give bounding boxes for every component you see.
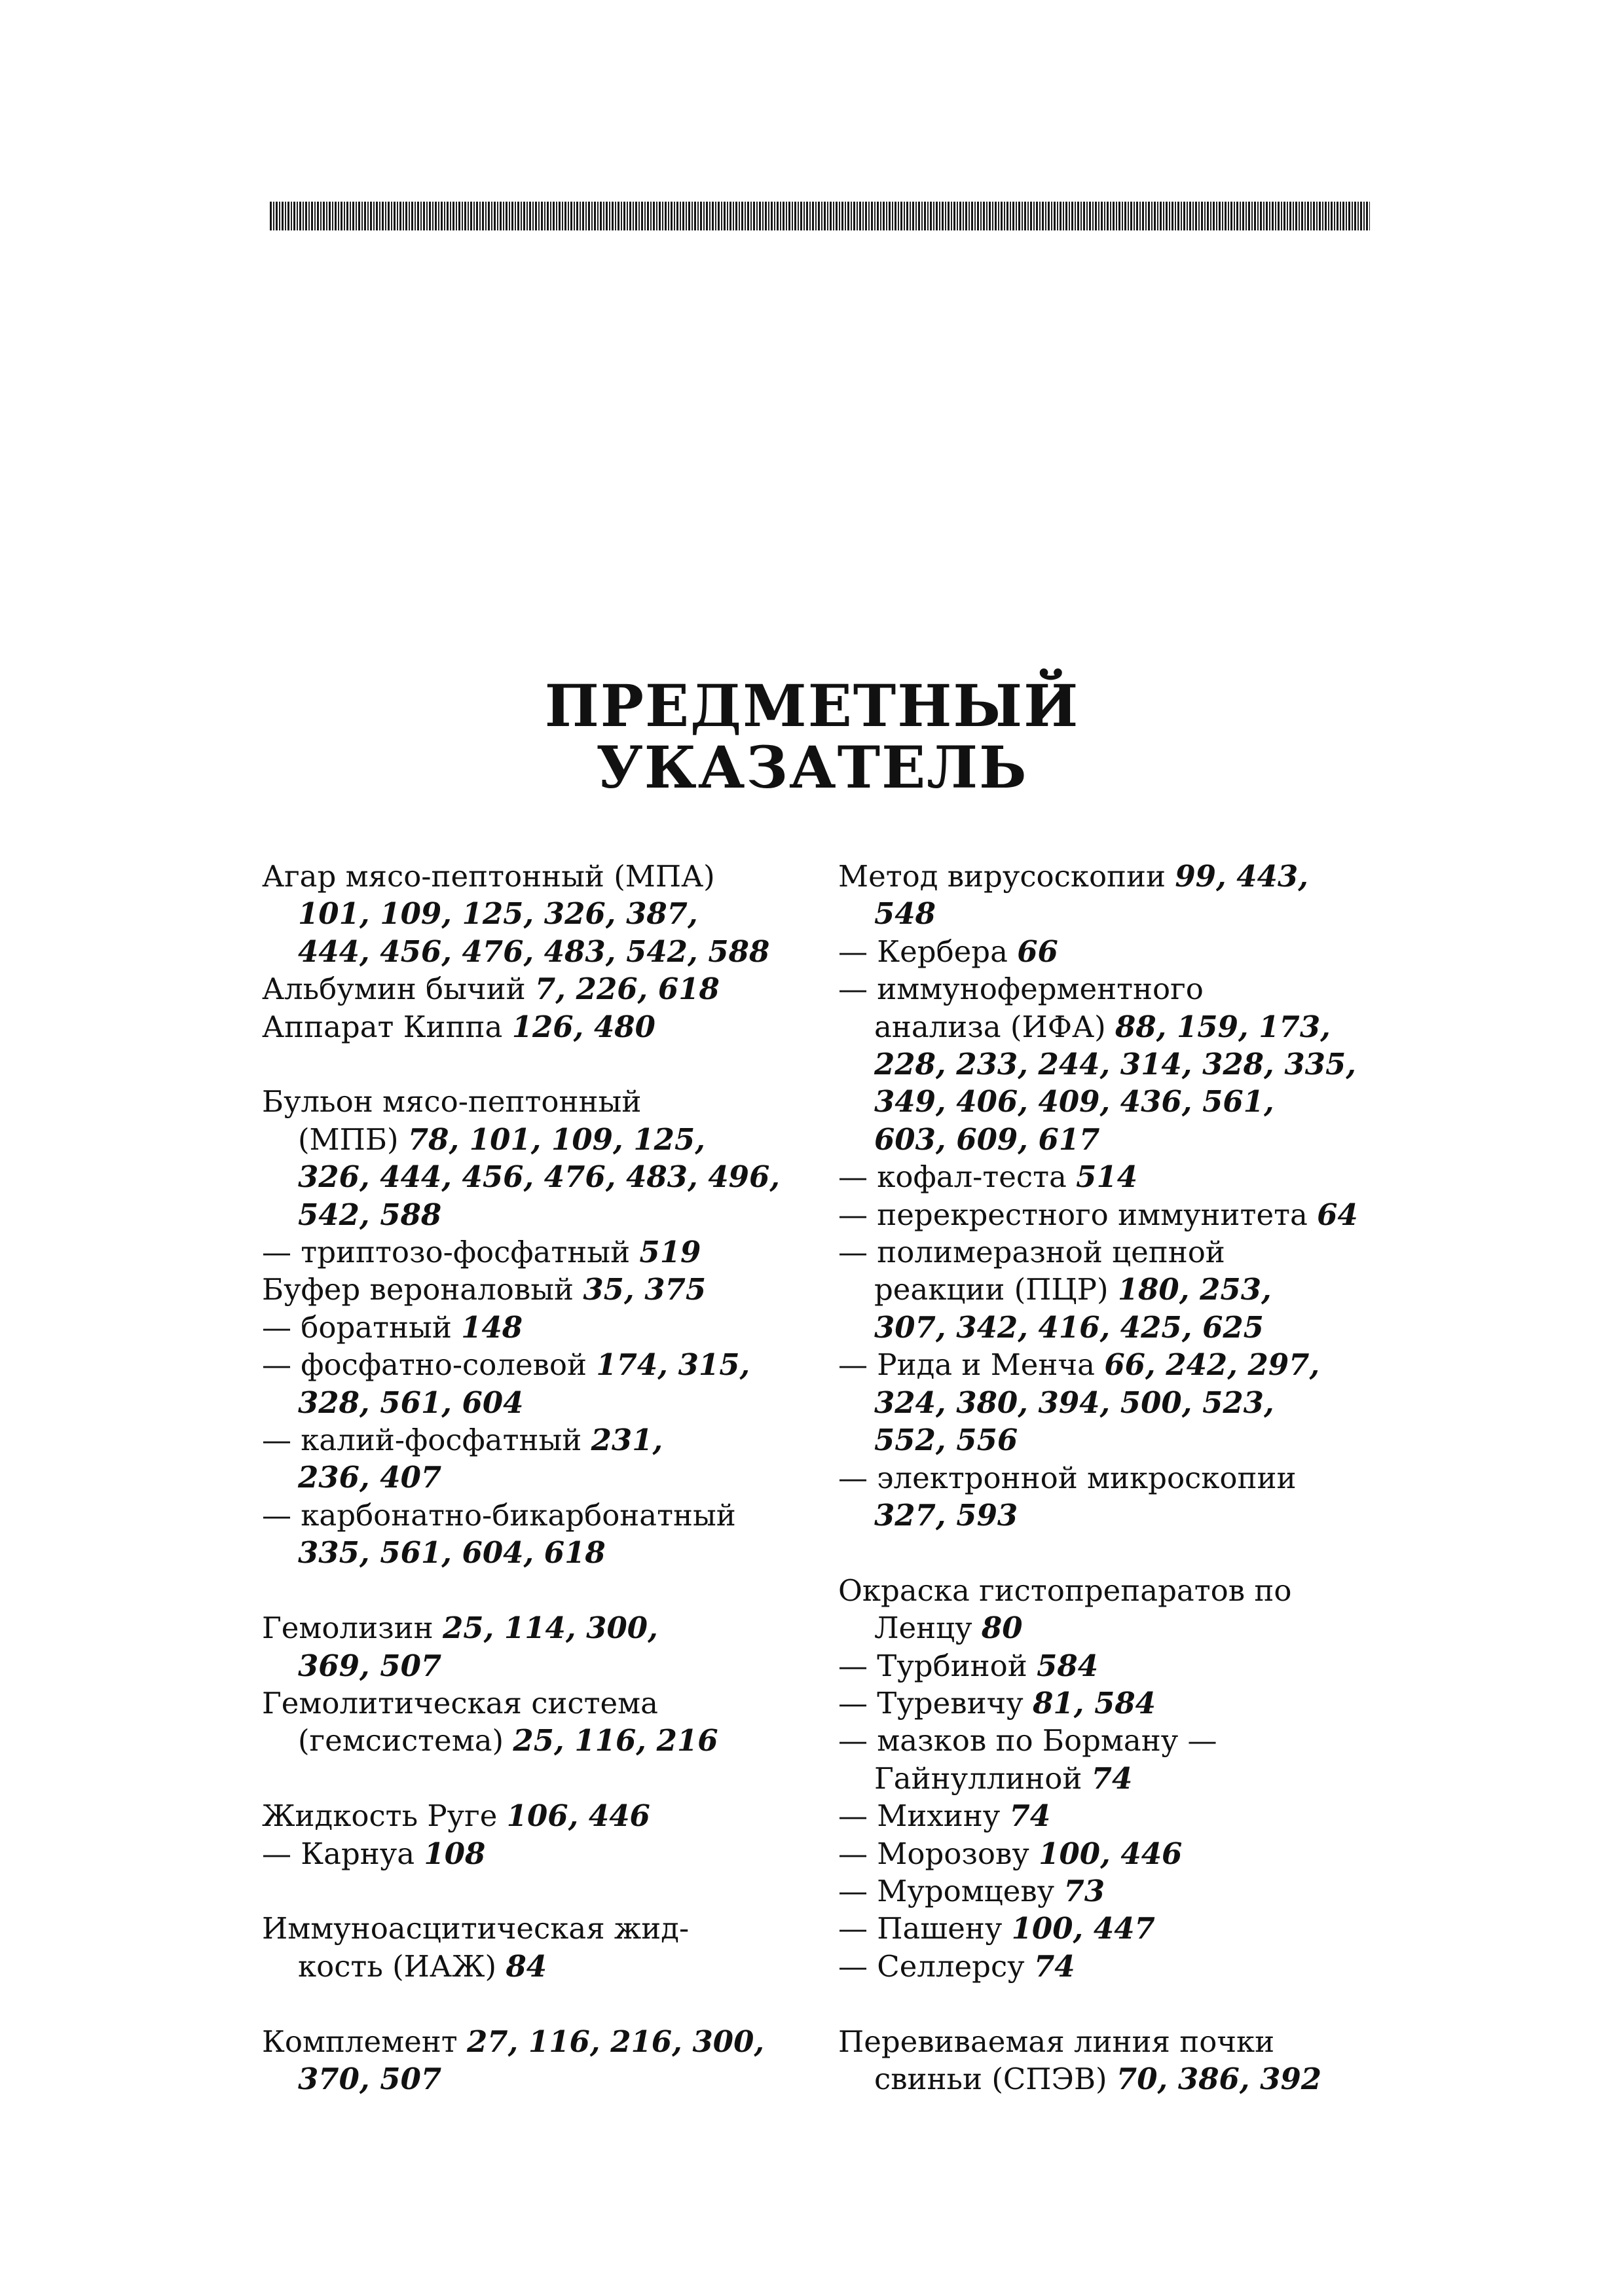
page-numbers: 126, 480	[511, 1009, 655, 1044]
page-numbers: 35, 375	[583, 1272, 707, 1307]
index-entry-line	[838, 1722, 1428, 1759]
index-entry	[838, 1910, 1428, 1947]
page-numbers: 25, 116, 216	[513, 1723, 718, 1758]
index-entry-line	[838, 1421, 1428, 1459]
index-term: — триптозо-фосфатный	[262, 1235, 631, 1270]
index-column-left	[262, 858, 838, 2098]
page-numbers: 7, 226, 618	[534, 972, 720, 1007]
index-term: — боратный	[262, 1309, 452, 1345]
index-term: Ленцу	[874, 1611, 972, 1646]
index-entry-line	[838, 1497, 1428, 1534]
page-numbers: 328, 561, 604	[298, 1385, 524, 1420]
page-numbers: 108	[424, 1836, 486, 1871]
index-term: — Муромцеву	[838, 1873, 1055, 1908]
index-entry	[838, 1722, 1428, 1797]
page-numbers: 99, 443,	[1175, 859, 1308, 894]
index-entry-line	[262, 1835, 838, 1872]
index-entry-line	[262, 1685, 838, 1722]
page-numbers: 174, 315,	[596, 1347, 750, 1383]
index-entry-line	[838, 1459, 1428, 1497]
index-term: — Селлерсу	[838, 1948, 1025, 1984]
page-numbers: 514	[1076, 1159, 1138, 1195]
index-term: Перевиваемая линия почки	[838, 2024, 1275, 2059]
page-numbers: 100, 446	[1039, 1836, 1183, 1871]
index-term: Гайнуллиной	[874, 1760, 1082, 1796]
index-entry-line	[838, 2060, 1428, 2098]
page-numbers: 27, 116, 216, 300,	[466, 2024, 765, 2059]
page-numbers: 64	[1317, 1197, 1358, 1232]
index-entry	[262, 1008, 838, 1046]
index-term: — кофал-теста	[838, 1159, 1067, 1195]
index-entry-line	[262, 1271, 838, 1308]
page-numbers: 584	[1037, 1648, 1099, 1683]
index-term: Иммуноасцитическая жид-	[262, 1911, 690, 1946]
index-term: — мазков по Борману —	[838, 1723, 1217, 1758]
index-entry	[262, 1910, 838, 1985]
index-term: Бульон мясо-пептонный	[262, 1084, 642, 1120]
index-entry-line	[262, 1083, 838, 1120]
index-entry-line	[838, 1121, 1428, 1158]
index-entry-line	[838, 1910, 1428, 1947]
index-entry	[262, 1609, 838, 1685]
index-term: (гемсистема)	[298, 1723, 504, 1758]
page-numbers: 444, 456, 476, 483, 542, 588	[298, 934, 770, 969]
index-term: свиньи (СПЭВ)	[874, 2061, 1107, 2096]
header-rule	[270, 202, 1370, 230]
index-entry-line	[838, 1271, 1428, 1308]
page-title-line2: УКАЗАТЕЛЬ	[596, 733, 1028, 801]
index-entry-line	[262, 1384, 838, 1421]
index-entry-line	[838, 1196, 1428, 1233]
index-term: — Михину	[838, 1798, 1001, 1834]
page-numbers: 369, 507	[298, 1648, 442, 1683]
index-entry	[262, 1835, 838, 1872]
index-entry-line	[262, 1647, 838, 1685]
index-entry-line	[838, 895, 1428, 932]
index-term: — Кербера	[838, 934, 1008, 969]
index-term: — карбонатно-бикарбонатный	[262, 1497, 736, 1533]
index-entry	[838, 1835, 1428, 1872]
index-term: Альбумин бычий	[262, 972, 526, 1007]
page-numbers: 66, 242, 297,	[1104, 1347, 1320, 1383]
index-entry-line	[262, 1309, 838, 1346]
index-entry-line	[262, 1421, 838, 1459]
index-entry-line	[262, 970, 838, 1008]
index-term: — Рида и Менча	[838, 1347, 1095, 1383]
index-term: Агар мясо-пептонный (МПА)	[262, 859, 715, 894]
index-term: Буфер вероналовый	[262, 1272, 574, 1307]
index-entry-line	[838, 858, 1428, 895]
index-entry-line	[838, 1158, 1428, 1195]
index-term: — иммуноферментного	[838, 972, 1204, 1007]
page-numbers: 228, 233, 244, 314, 328, 335,	[874, 1047, 1356, 1082]
index-entry	[838, 1233, 1428, 1346]
page-numbers: 106, 446	[506, 1798, 650, 1834]
page-numbers: 74	[1033, 1948, 1075, 1984]
page-numbers: 236, 407	[298, 1460, 442, 1495]
index-entry-line	[262, 1910, 838, 1947]
page-numbers: 70, 386, 392	[1116, 2061, 1322, 2096]
page-numbers: 324, 380, 394, 500, 523,	[874, 1385, 1274, 1420]
index-term: — Карнуа	[262, 1836, 415, 1871]
index-column-right	[838, 858, 1428, 2098]
index-term: — Пашену	[838, 1911, 1003, 1946]
page-numbers: 73	[1063, 1873, 1105, 1908]
index-entry-line	[838, 1685, 1428, 1722]
index-entry-line	[838, 1384, 1428, 1421]
index-entry	[262, 1083, 838, 1233]
index-entry-line	[262, 1158, 838, 1195]
index-term: Метод вирусоскопии	[838, 859, 1166, 894]
index-entry	[262, 1497, 838, 1572]
index-entry-line	[838, 1572, 1428, 1609]
index-entry-line	[262, 1196, 838, 1233]
page-numbers: 603, 609, 617	[874, 1121, 1100, 1157]
index-entry-line	[838, 1233, 1428, 1271]
index-entry-line	[262, 2060, 838, 2098]
index-term: Жидкость Руге	[262, 1798, 498, 1834]
index-entry	[838, 1572, 1428, 1647]
page-numbers: 542, 588	[298, 1197, 442, 1232]
index-entry-line	[262, 2023, 838, 2060]
index-term: Окраска гистопрепаратов по	[838, 1573, 1292, 1608]
page-numbers: 101, 109, 125, 326, 387,	[298, 896, 698, 932]
page-numbers: 552, 556	[874, 1423, 1018, 1458]
page-numbers: 370, 507	[298, 2061, 442, 2096]
page-numbers: 349, 406, 409, 436, 561,	[874, 1084, 1274, 1120]
index-entry	[262, 1421, 838, 1497]
index-entry	[262, 1797, 838, 1834]
index-entry-line	[838, 933, 1428, 970]
index-entry-line	[262, 1459, 838, 1496]
page-title: ПРЕДМЕТНЫЙ	[544, 672, 1080, 740]
page-numbers: 84	[506, 1948, 547, 1984]
index-entry-line	[838, 970, 1428, 1008]
index-entry-line	[838, 1083, 1428, 1120]
index-entry-line	[838, 1948, 1428, 1985]
index-term: — фосфатно-солевой	[262, 1347, 587, 1383]
index-term: Комплемент	[262, 2024, 458, 2059]
index-entry	[262, 1309, 838, 1346]
index-entry	[262, 1346, 838, 1421]
index-entry-line	[262, 1497, 838, 1534]
page-numbers: 307, 342, 416, 425, 625	[874, 1309, 1264, 1345]
index-entry-line	[838, 1647, 1428, 1685]
page-numbers: 78, 101, 109, 125,	[407, 1121, 705, 1157]
index-term: — перекрестного иммунитета	[838, 1197, 1308, 1232]
page-numbers: 327, 593	[874, 1497, 1018, 1533]
index-term: Аппарат Киппа	[262, 1009, 503, 1044]
index-entry	[838, 970, 1428, 1158]
index-entry	[838, 1196, 1428, 1233]
index-entry	[838, 858, 1428, 933]
index-entry-line	[838, 1309, 1428, 1346]
index-entry	[262, 2023, 838, 2098]
index-entry-line	[262, 858, 838, 895]
index-entry	[838, 1797, 1428, 1834]
page-numbers: 519	[639, 1235, 701, 1270]
index-entry	[838, 1872, 1428, 1910]
index-entry	[838, 1158, 1428, 1195]
index-entry-line	[262, 1121, 838, 1158]
index-entry-line	[262, 1609, 838, 1647]
page-numbers: 100, 447	[1011, 1911, 1155, 1946]
index-entry-line	[838, 1046, 1428, 1083]
page-numbers: 66	[1017, 934, 1058, 969]
index-term: Гемолитическая система	[262, 1685, 658, 1721]
index-entry-line	[262, 1233, 838, 1271]
page-numbers: 25, 114, 300,	[442, 1611, 658, 1646]
index-entry	[838, 1647, 1428, 1685]
index-entry-line	[262, 933, 838, 970]
page-numbers: 335, 561, 604, 618	[298, 1535, 606, 1571]
index-term: анализа (ИФА)	[874, 1009, 1106, 1044]
index-entry	[838, 2023, 1428, 2098]
index-entry	[838, 1685, 1428, 1722]
page-numbers: 326, 444, 456, 476, 483, 496,	[298, 1159, 780, 1195]
index-entry-line	[838, 1760, 1428, 1797]
index-entry-line	[262, 895, 838, 932]
index-entry	[262, 1233, 838, 1271]
index-entry	[838, 1346, 1428, 1459]
page-numbers: 548	[874, 896, 936, 932]
index-entry	[838, 1948, 1428, 1985]
index-entry-line	[838, 2023, 1428, 2060]
index-entry	[838, 1459, 1428, 1535]
index-entry	[262, 1685, 838, 1760]
page-numbers: 74	[1009, 1798, 1051, 1834]
page-numbers: 80	[981, 1611, 1023, 1646]
index-entry-line	[838, 1346, 1428, 1383]
index-term: Гемолизин	[262, 1611, 434, 1646]
index-entry-line	[838, 1797, 1428, 1834]
index-entry	[838, 933, 1428, 970]
index-term: — полимеразной цепной	[838, 1235, 1225, 1270]
index-entry-line	[262, 1722, 838, 1759]
index-term: — Морозову	[838, 1836, 1029, 1871]
index-entry-line	[262, 1534, 838, 1571]
index-entry-line	[262, 1008, 838, 1046]
index-entry	[262, 1271, 838, 1308]
index-entry-line	[262, 1797, 838, 1834]
index-entry-line	[838, 1609, 1428, 1647]
index-entry	[262, 858, 838, 970]
page-numbers: 148	[461, 1309, 523, 1345]
index-term: (МПБ)	[298, 1121, 399, 1157]
index-term: — калий-фосфатный	[262, 1423, 582, 1458]
index-term: реакции (ПЦР)	[874, 1272, 1109, 1307]
index-entry-line	[838, 1008, 1428, 1046]
index-term: — Турбиной	[838, 1648, 1027, 1683]
page-numbers: 231,	[591, 1423, 663, 1458]
index-entry-line	[262, 1346, 838, 1383]
page-numbers: 88, 159, 173,	[1115, 1009, 1331, 1044]
page-numbers: 74	[1091, 1760, 1133, 1796]
index-entry	[262, 970, 838, 1008]
index-term: кость (ИАЖ)	[298, 1948, 497, 1984]
index-term: — электронной микроскопии	[838, 1460, 1297, 1495]
index-term: — Туревичу	[838, 1685, 1024, 1721]
index-entry-line	[262, 1948, 838, 1985]
index-entry-line	[838, 1835, 1428, 1872]
index-entry-line	[838, 1872, 1428, 1910]
page-numbers: 81, 584	[1033, 1685, 1156, 1721]
page-numbers: 180, 253,	[1117, 1272, 1272, 1307]
